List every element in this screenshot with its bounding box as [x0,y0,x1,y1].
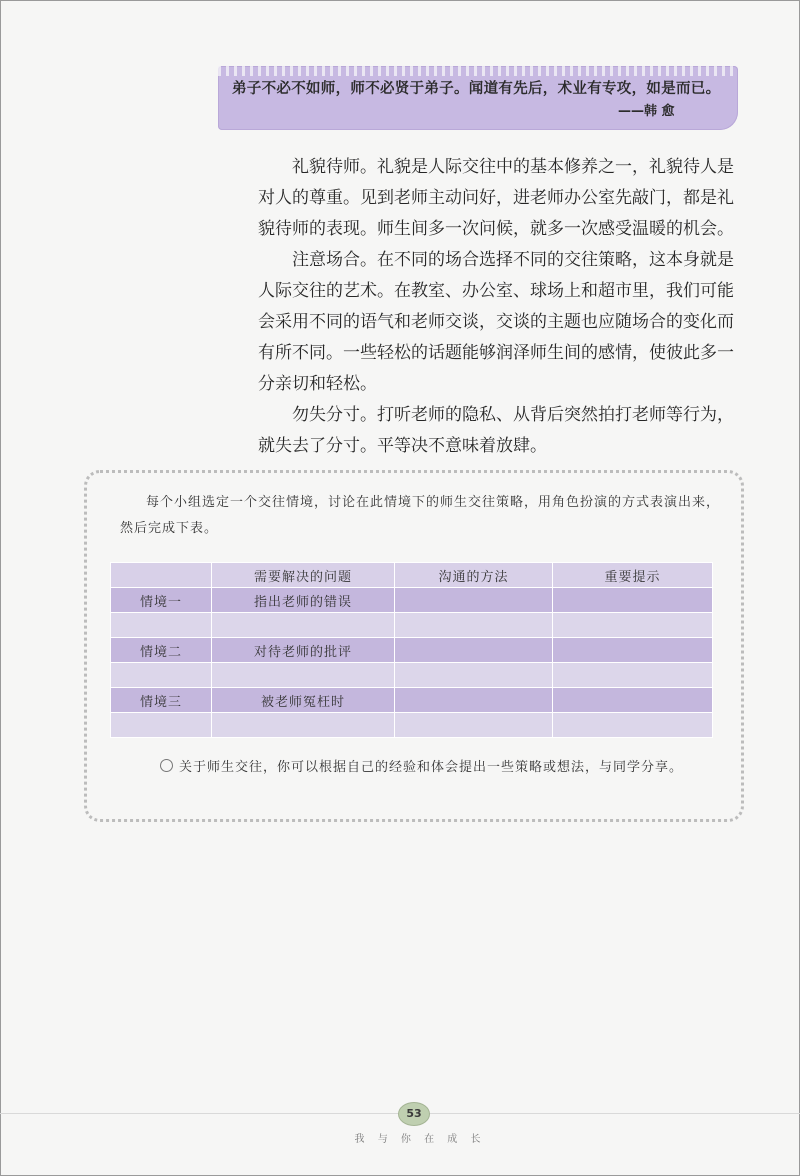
method-cell[interactable] [395,688,553,713]
table-header: 需要解决的问题 [212,563,395,588]
scene-cell: 情境三 [111,688,212,713]
table-row-blank [111,713,713,738]
circle-icon [160,759,173,772]
problem-cell: 被老师冤枉时 [212,688,395,713]
table-row-blank [111,663,713,688]
tip-cell[interactable] [553,638,713,663]
book-title: 我 与 你 在 成 长 [354,1134,486,1145]
scene-cell: 情境一 [111,588,212,613]
tip-cell[interactable] [553,688,713,713]
table-header [111,563,212,588]
method-cell[interactable] [395,638,553,663]
table-header: 重要提示 [553,563,713,588]
table-header-row [111,563,713,588]
share-text: 关于师生交往，你可以根据自己的经验和体会提出一些策略或想法，与同学分享。 [179,760,684,775]
scene-cell: 情境二 [111,638,212,663]
quote-box-edge [218,66,738,76]
table-row [111,638,713,663]
method-cell[interactable] [395,588,553,613]
table-header: 沟通的方法 [395,563,553,588]
paragraph-measure: 勿失分寸。打听老师的隐私、从背后突然拍打老师等行为，就失去了分寸。平等决不意味着放肆。 [258,405,734,456]
table-row-blank [111,613,713,638]
share-prompt [160,756,720,780]
paragraph-polite: 礼貌待师。礼貌是人际交往中的基本修养之一，礼貌待人是对人的尊重。见到老师主动问好，进老师办公室先敲门，都是礼貌待师的表现。师生间多一次问候，就多一次感受温暖的机会。 [258,157,734,239]
table-row [111,688,713,713]
activity-intro: 每个小组选定一个交往情境，讨论在此情境下的师生交往策略，用角色扮演的方式表演出来，然后完成下表。 [120,495,721,536]
quote-author: ——韩 愈 [618,104,675,119]
paragraph-occasion: 注意场合。在不同的场合选择不同的交往策略，这本身就是人际交往的艺术。在教室、办公室、球场上和超市里，我们可能会采用不同的语气和老师交谈，交谈的主题也应随场合的变化而有所不同。一些轻松的话题能够润泽师生间的感情，使彼此多一分亲切和轻松。 [258,250,734,394]
quote-text: 弟子不必不如师，师不必贤于弟子。闻道有先后，术业有专攻，如是而已。 [232,81,721,97]
page-number: 53 [398,1102,430,1126]
tip-cell[interactable] [553,588,713,613]
problem-cell: 对待老师的批评 [212,638,395,663]
problem-cell: 指出老师的错误 [212,588,395,613]
table-row [111,588,713,613]
body-text [258,152,748,462]
strategy-table [110,562,713,738]
